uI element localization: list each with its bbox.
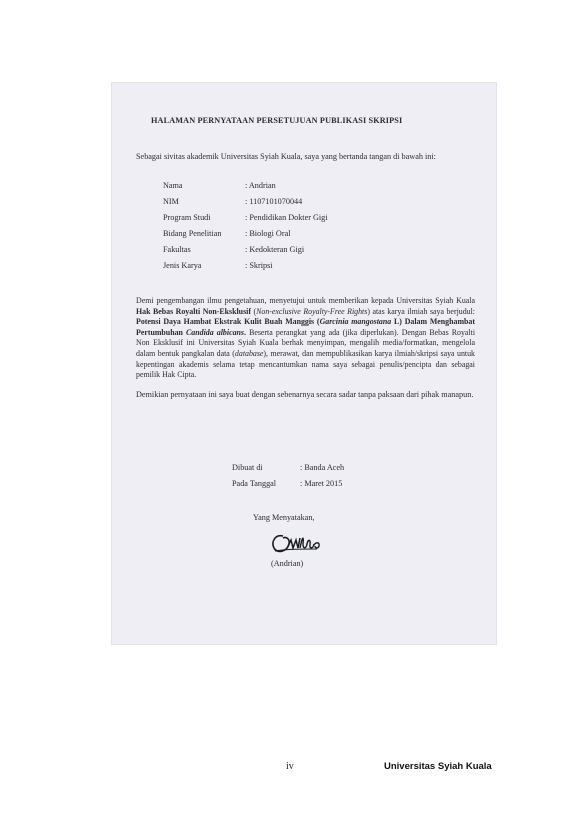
date-value: : Maret 2015: [300, 479, 343, 488]
page-number: iv: [286, 761, 294, 772]
field-label-nama: Nama: [163, 181, 183, 190]
scanned-page: [111, 82, 497, 645]
intro-text: Sebagai sivitas akademik Universitas Syiah Kuala, saya yang bertanda tangan di bawah ini:: [136, 152, 436, 161]
place-label: Dibuat di: [232, 463, 263, 472]
field-value-nim: : 1107101070044: [245, 197, 303, 206]
handwritten-signature: [269, 530, 323, 556]
field-label-fakultas: Fakultas: [163, 245, 191, 254]
field-value-bidang-penelitian: : Biologi Oral: [245, 229, 291, 238]
consent-paragraph: Demi pengembangan ilmu pengetahuan, menyetujui untuk memberikan kepada Universitas Syiah Kuala Hak Bebas Royalti Non-Eksklusif (Non-exclusive Royalty-Free Rights) atas karya ilmiah saya berjudul: Potensi Daya Hambat Ekstrak Kulit Buah Manggis (Garcinia mangostana L) Dalam Menghambat Pertumbuhan Candida albicans. Beserta perangkat yang ada (jika diperlukan). Dengan Bebas Royalti Non Eksklusif ini Universitas Syiah Kuala berhak menyimpan, mengalih media/formatkan, mengelola dalam bentuk pangkalan data (database), merawat, dan mempublikasikan karya ilmiah/skripsi saya untuk kepentingan akademis selama tetap mencantumkan nama saya sebagai penulis/pencipta dan sebagai pemilik Hak Cipta.: [136, 296, 476, 380]
field-label-program-studi: Program Studi: [163, 213, 211, 222]
field-value-program-studi: : Pendidikan Dokter Gigi: [245, 213, 328, 222]
document-title: HALAMAN PERNYATAAN PERSETUJUAN PUBLIKASI SKRIPSI: [151, 116, 403, 125]
field-value-jenis-karya: : Skripsi: [245, 261, 273, 270]
field-value-nama: : Andrian: [245, 181, 276, 190]
declaration-text: Demikian pernyataan ini saya buat dengan sebenarnya secara sadar tanpa paksaan dari pihak manapun.: [136, 390, 474, 399]
field-label-jenis-karya: Jenis Karya: [163, 261, 202, 270]
place-value: : Banda Aceh: [300, 463, 345, 472]
date-label: Pada Tanggal: [232, 479, 277, 488]
closing-text: Yang Menyatakan,: [253, 513, 315, 522]
footer-institution: Universitas Syiah Kuala: [384, 761, 492, 772]
field-label-nim: NIM: [163, 197, 179, 206]
field-value-fakultas: : Kedokteran Gigi: [245, 245, 305, 254]
signer-name: (Andrian): [271, 559, 304, 568]
field-label-bidang-penelitian: Bidang Penelitian: [163, 229, 222, 238]
